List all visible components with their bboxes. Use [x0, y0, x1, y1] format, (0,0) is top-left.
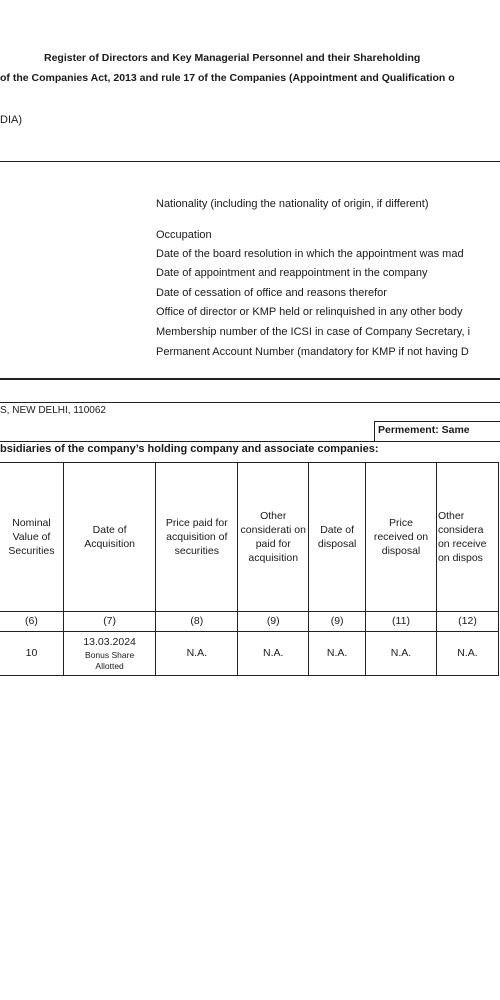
fields-divider — [0, 378, 500, 380]
field-other-office: Office of director or KMP held or relinquished in any other body — [156, 306, 463, 318]
col-header-price-received: Price received on disposal — [366, 463, 437, 612]
table-header-row — [0, 463, 499, 612]
cell-disposal-date: N.A. — [309, 632, 366, 676]
field-pan: Permanent Account Number (mandatory for KMP if not having D — [156, 346, 469, 358]
address-box — [0, 402, 500, 442]
col-header-price-paid: Price paid for acquisition of securities — [156, 463, 238, 612]
securities-table — [0, 462, 499, 676]
col-number: (9) — [309, 612, 366, 632]
col-header-acquisition-date: Date of Acquisition — [63, 463, 155, 612]
cell-nominal-value: 10 — [0, 632, 63, 676]
permanent-address-label: Permement: Same — [378, 424, 470, 436]
col-header-nominal-value: Nominal Value of Securities — [0, 463, 63, 612]
register-title: Register of Directors and Key Managerial Personnel and their Shareholding — [44, 52, 421, 64]
cell-price-paid: N.A. — [156, 632, 238, 676]
col-number: (9) — [238, 612, 309, 632]
table-row — [0, 632, 499, 676]
cell-other-received: N.A. — [436, 632, 498, 676]
col-number: (6) — [0, 612, 63, 632]
cell-price-received: N.A. — [366, 632, 437, 676]
col-number: (7) — [63, 612, 155, 632]
acquisition-date-value: 13.03.2024 — [83, 636, 136, 649]
field-nationality: Nationality (including the nationality of origin, if different) — [156, 198, 429, 210]
cell-other-paid: N.A. — [238, 632, 309, 676]
col-number: (11) — [366, 612, 437, 632]
field-cessation-date: Date of cessation of office and reasons therefor — [156, 287, 387, 299]
header-fragment: DIA) — [0, 114, 22, 126]
field-occupation: Occupation — [156, 229, 212, 241]
col-header-other-received: Other considera on receive on dispos — [436, 463, 498, 612]
field-appointment-date: Date of appointment and reappointment in the company — [156, 267, 428, 279]
col-header-other-paid: Other considerati on paid for acquisition — [238, 463, 309, 612]
header-divider — [0, 161, 500, 162]
permanent-address-cell — [374, 421, 500, 441]
cell-acquisition-date — [63, 632, 155, 676]
register-subtitle: of the Companies Act, 2013 and rule 17 of the Companies (Appointment and Qualification o — [0, 72, 455, 84]
address-text: S, NEW DELHI, 110062 — [0, 405, 106, 416]
column-number-row — [0, 612, 499, 632]
acquisition-note: Bonus Share Allotted — [85, 649, 135, 671]
col-header-disposal-date: Date of disposal — [309, 463, 366, 612]
field-icsi-membership: Membership number of the ICSI in case of Company Secretary, i — [156, 326, 471, 338]
securities-heading: bsidiaries of the company’s holding company and associate companies: — [0, 443, 379, 455]
col-number: (12) — [436, 612, 498, 632]
col-number: (8) — [156, 612, 238, 632]
field-board-resolution-date: Date of the board resolution in which the appointment was mad — [156, 248, 464, 260]
